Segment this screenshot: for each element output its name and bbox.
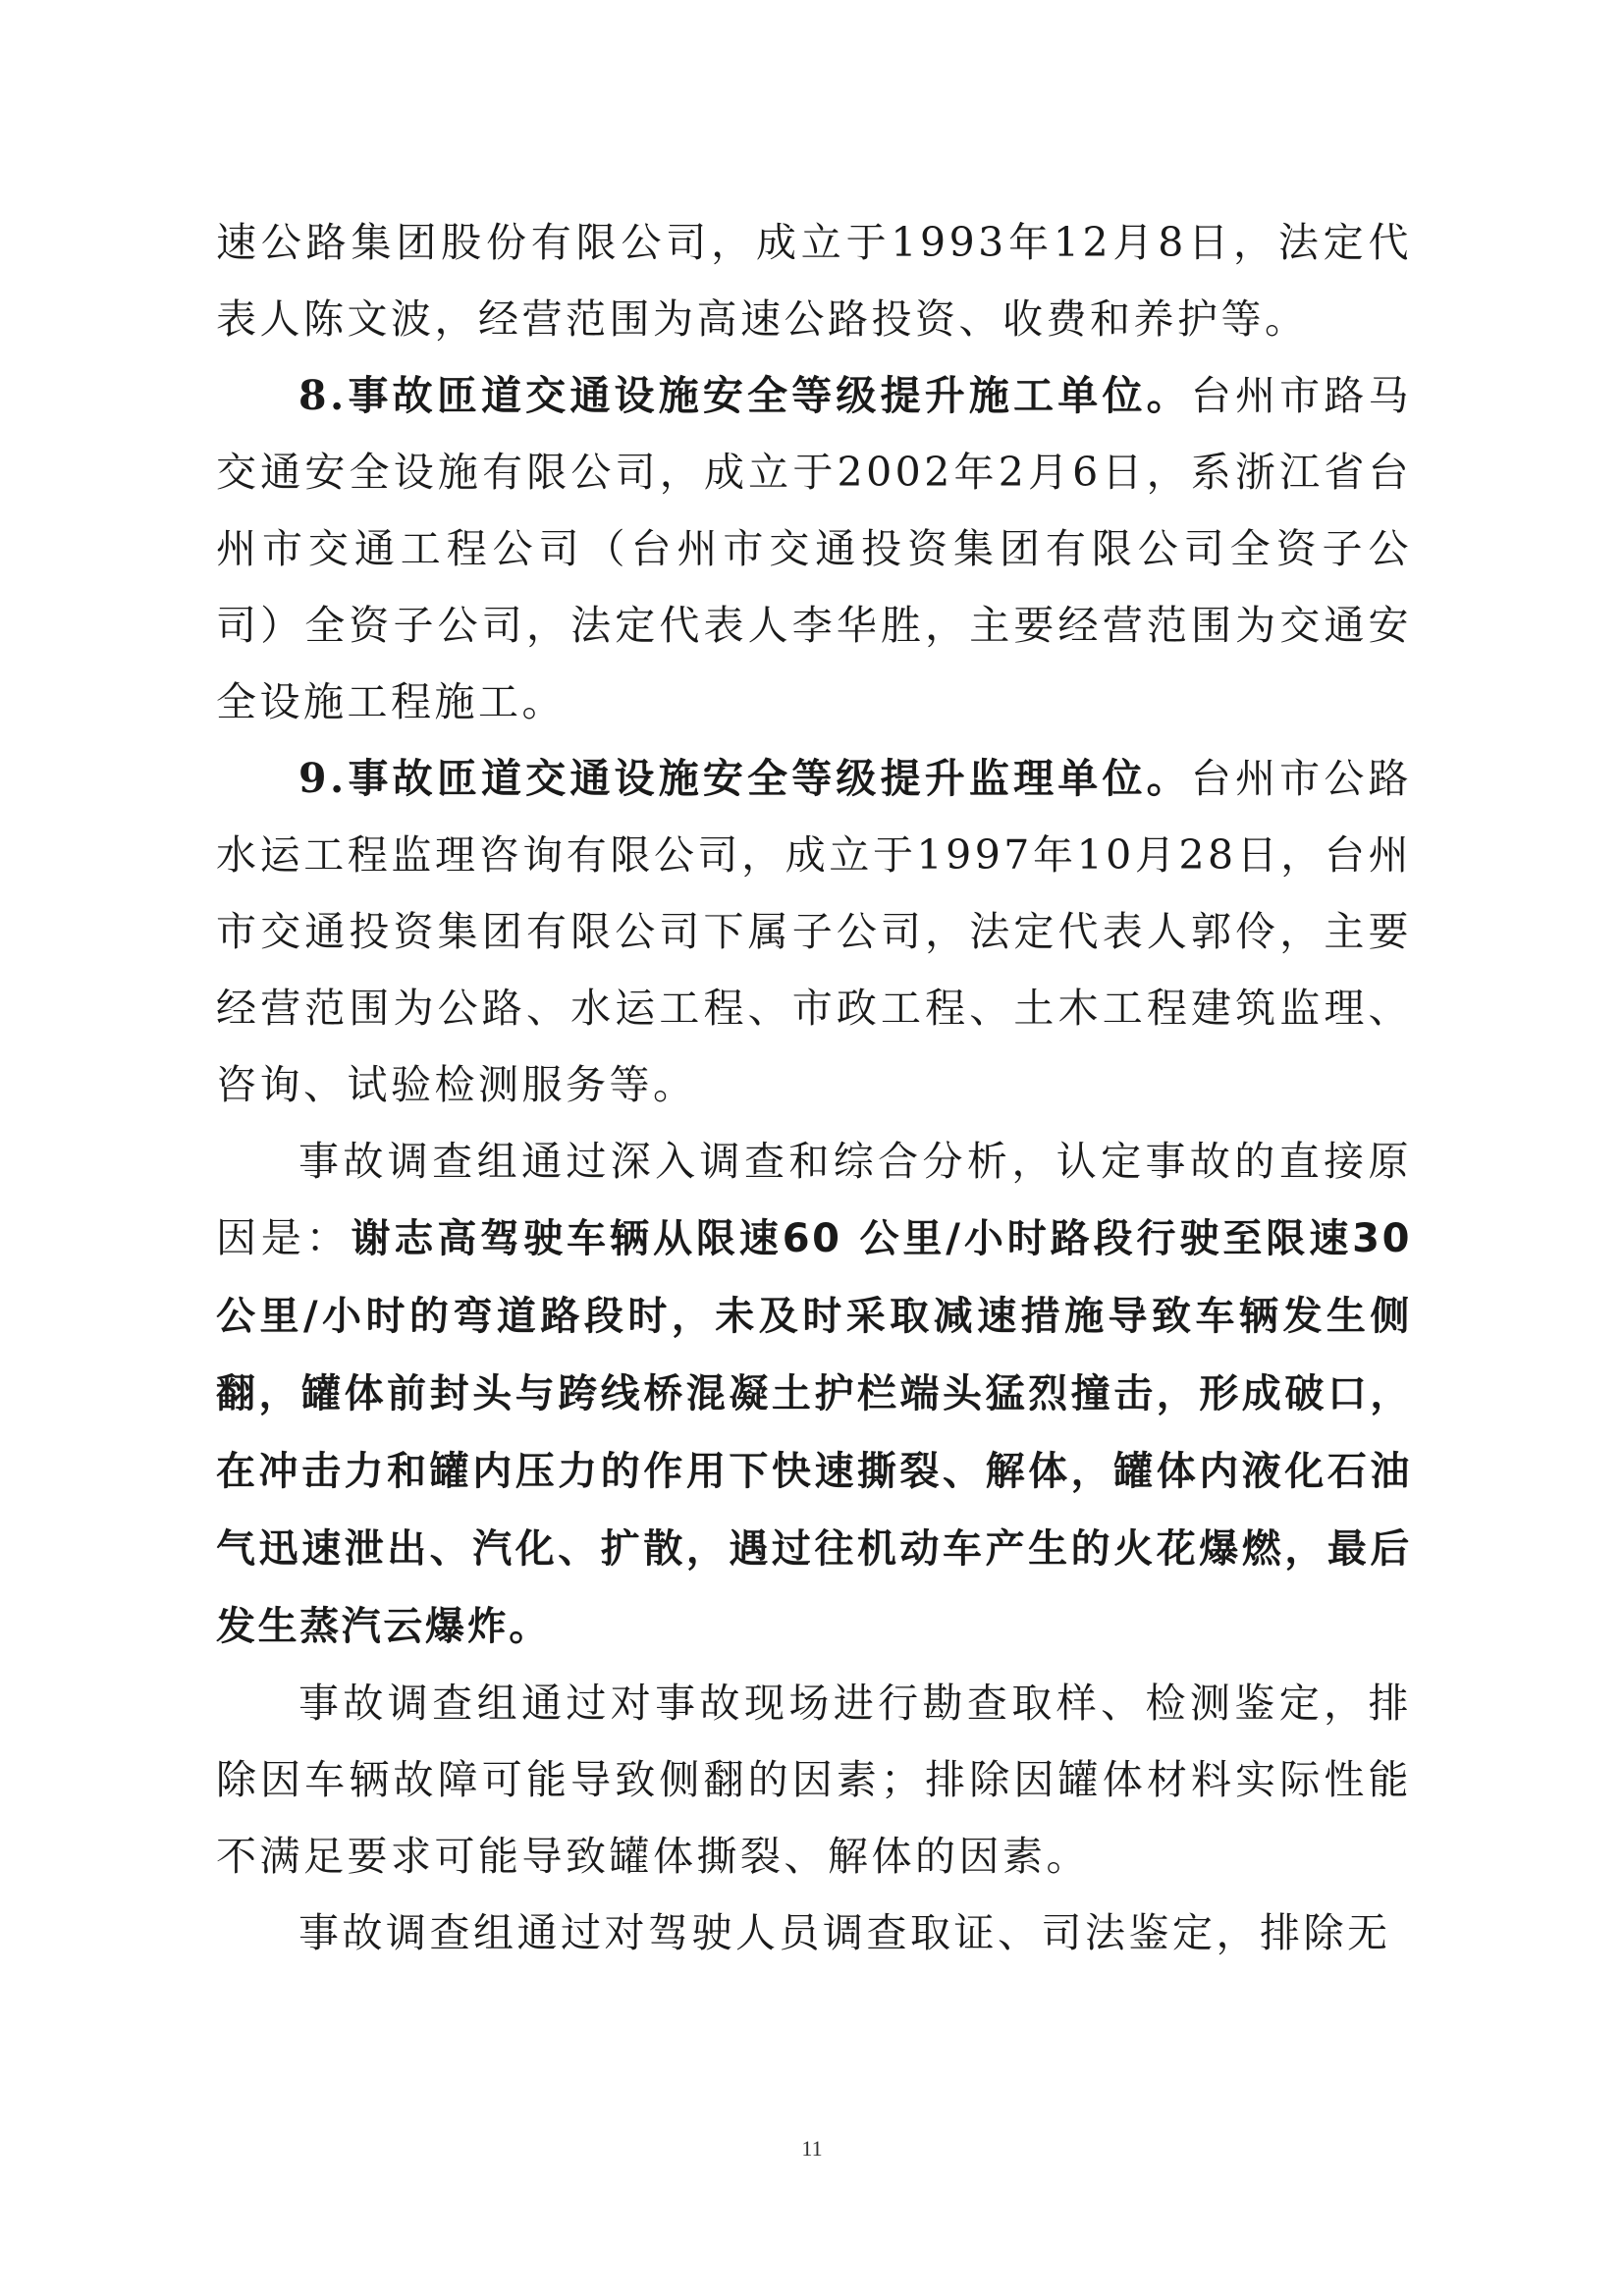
paragraph-intro: 事故调查组通过深入调查和综合分析，认定事故的直接原因是： [216,1138,1412,1261]
paragraph-exclusion-vehicle [216,1665,1412,1895]
document-body [216,204,1412,1971]
paragraph-emphasis: 谢志高驾驶车辆从限速60 公里/小时路段行驶至限速30公里/小时的弯道路段时，未及时采取减速措施导致车辆发生侧翻，罐体前封头与跨线桥混凝土护栏端头猛烈撞击，形成破口，在冲击力和罐内压力的作用下快速撕裂、解体，罐体内液化石油气迅速泄出、汽化、扩散，遇过往机动车产生的火花爆燃，最后发生蒸汽云爆炸。 [216,1216,1413,1649]
paragraph-text: 事故调查组通过对驾驶人员调查取证、司法鉴定，排除无 [298,1909,1391,1956]
paragraph-lead: 9.事故匝道交通设施安全等级提升监理单位。 [298,755,1191,802]
paragraph-lead: 8.事故匝道交通设施安全等级提升施工单位。 [298,372,1191,419]
paragraph-direct-cause [216,1123,1412,1665]
paragraph-text: 速公路集团股份有限公司，成立于1993年12月8日，法定代表人陈文波，经营范围为高速公路投资、收费和养护等。 [216,219,1412,343]
page-number: 11 [801,2136,823,2161]
paragraph-construction-unit [216,357,1412,740]
paragraph-text: 台州市路马交通安全设施有限公司，成立于2002年2月6日，系浙江省台州市交通工程公司（台州市交通投资集团有限公司全资子公司）全资子公司，法定代表人李华胜，主要经营范围为交通安全设施工程施工。 [216,372,1412,725]
paragraph-company-highway-group [216,204,1412,357]
paragraph-text: 台州市公路水运工程监理咨询有限公司，成立于1997年10月28日，台州市交通投资集团有限公司下属子公司，法定代表人郭伶，主要经营范围为公路、水运工程、市政工程、土木工程建筑监理、咨询、试验检测服务等。 [216,755,1412,1108]
paragraph-supervision-unit [216,740,1412,1123]
paragraph-text: 事故调查组通过对事故现场进行勘查取样、检测鉴定，排除因车辆故障可能导致侧翻的因素；排除因罐体材料实际性能不满足要求可能导致罐体撕裂、解体的因素。 [216,1680,1412,1880]
paragraph-exclusion-driver [216,1895,1412,1971]
